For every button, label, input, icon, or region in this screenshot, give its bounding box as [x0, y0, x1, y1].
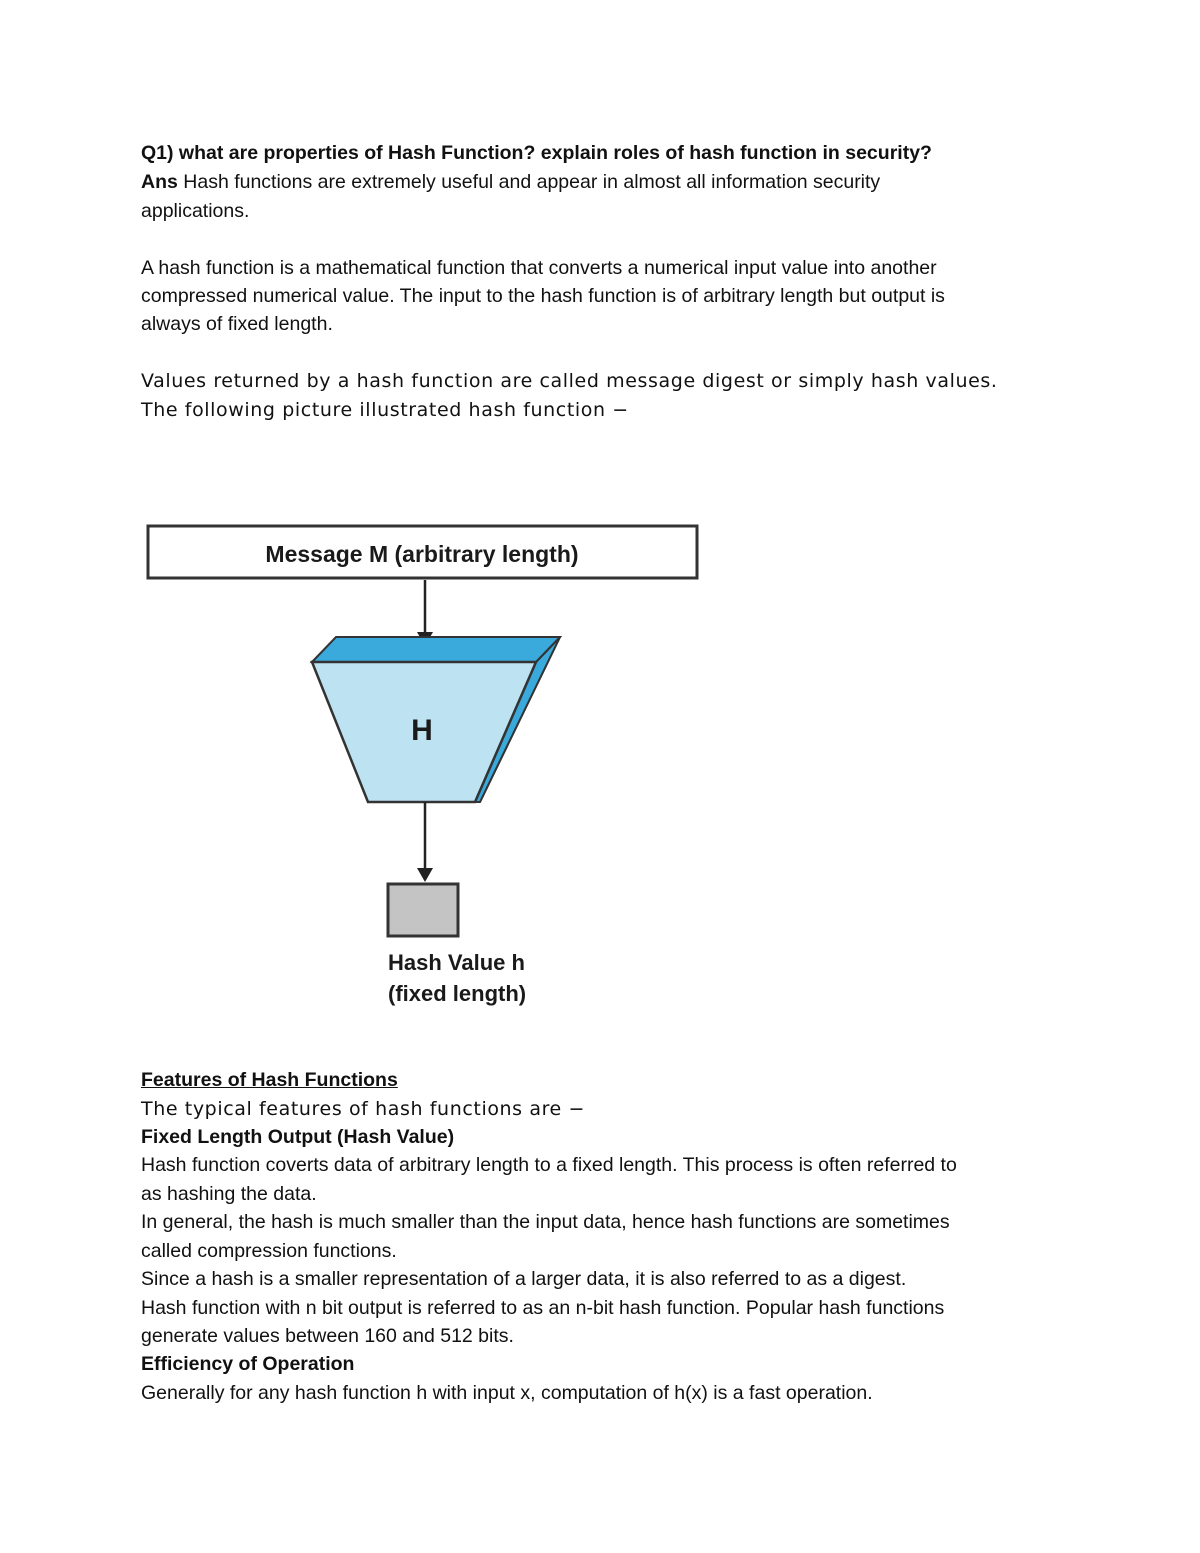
hash-value-box: [388, 884, 458, 936]
features-intro: The typical features of hash functions are −: [141, 1098, 586, 1120]
paragraph-1-line-1: A hash function is a mathematical function that converts a numerical input value into another: [141, 257, 937, 279]
question-title: Q1) what are properties of Hash Function? explain roles of hash function in security?: [141, 142, 932, 164]
features-line-1: Hash function coverts data of arbitrary length to a fixed length. This process is often referred to: [141, 1154, 957, 1176]
answer-text: Hash functions are extremely useful and appear in almost all information security: [177, 171, 881, 193]
paragraph-1-line-2: compressed numerical value. The input to the hash function is of arbitrary length but output is: [141, 285, 945, 307]
paragraph-2-line-2: The following picture illustrated hash function −: [141, 399, 629, 421]
hash-function-label: H: [411, 714, 433, 747]
answer-text-continued: applications.: [141, 200, 250, 222]
funnel-top-face: [312, 637, 560, 662]
message-label: Message M (arbitrary length): [265, 541, 579, 567]
output-arrow-head: [417, 868, 433, 882]
features-heading: Features of Hash Functions: [141, 1069, 398, 1091]
features-line-4: called compression functions.: [141, 1240, 397, 1262]
paragraph-1-line-3: always of fixed length.: [141, 313, 333, 335]
answer-line: [141, 168, 880, 197]
subheading-fixed-length-output: Fixed Length Output (Hash Value): [141, 1126, 455, 1148]
hash-value-label: Hash Value h: [388, 950, 525, 975]
features-line-3: In general, the hash is much smaller than the input data, hence hash functions are sometimes: [141, 1211, 950, 1233]
features-line-2: as hashing the data.: [141, 1183, 317, 1205]
answer-label: Ans: [141, 171, 178, 193]
features-line-7: generate values between 160 and 512 bits.: [141, 1325, 514, 1347]
features-line-5: Since a hash is a smaller representation of a larger data, it is also referred to as a digest.: [141, 1268, 907, 1290]
features-line-8: Generally for any hash function h with input x, computation of h(x) is a fast operation.: [141, 1382, 873, 1404]
paragraph-2-line-1: Values returned by a hash function are called message digest or simply hash values.: [141, 370, 998, 392]
subheading-efficiency-of-operation: Efficiency of Operation: [141, 1353, 355, 1375]
hash-function-diagram: [140, 512, 710, 1012]
fixed-length-label: (fixed length): [388, 981, 527, 1006]
features-line-6: Hash function with n bit output is referred to as an n-bit hash function. Popular hash functions: [141, 1297, 945, 1319]
